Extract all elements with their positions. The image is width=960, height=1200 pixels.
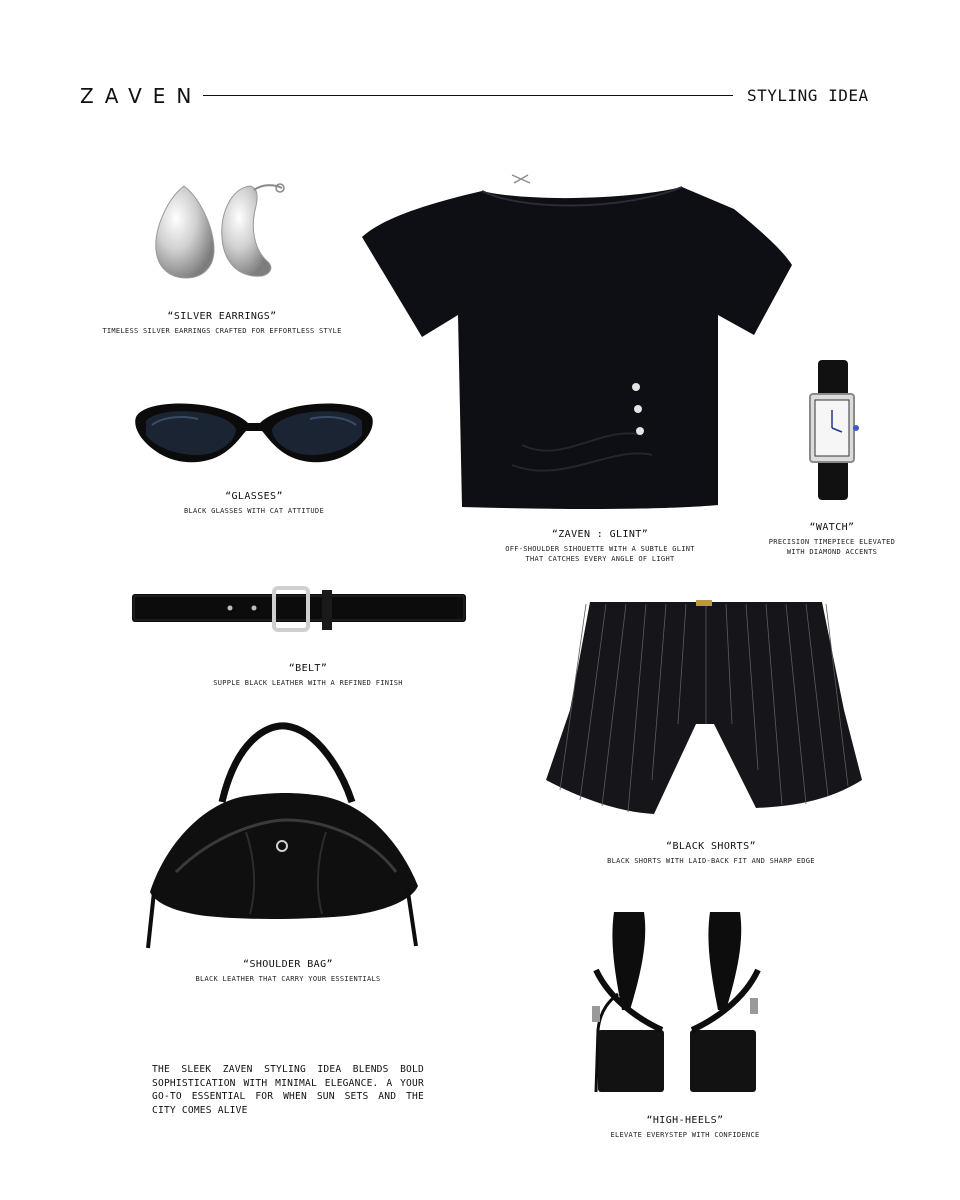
top-name: “ZAVEN : GLINT” xyxy=(551,529,649,540)
top-caption xyxy=(460,529,740,564)
watch-description-line2: WITH DIAMOND ACCENTS xyxy=(786,548,878,556)
glasses-image xyxy=(132,395,376,467)
belt-name: “BELT” xyxy=(288,663,328,674)
belt-image xyxy=(132,586,466,634)
black-shorts-image xyxy=(546,600,862,820)
glasses-caption xyxy=(124,491,384,516)
silver-earrings-image xyxy=(150,178,290,283)
shorts-name: “BLACK SHORTS” xyxy=(666,841,756,852)
glasses-description: BLACK GLASSES WITH CAT ATTITUDE xyxy=(184,507,324,515)
bag-caption xyxy=(152,959,424,984)
watch-image xyxy=(806,360,862,500)
glasses-name: “GLASSES” xyxy=(225,491,283,502)
brand-logo: ZAVEN xyxy=(80,84,203,108)
shoulder-bag-image xyxy=(146,722,422,952)
earrings-name: “SILVER EARRINGS” xyxy=(167,311,277,322)
earrings-description: TIMELESS SILVER EARRINGS CRAFTED FOR EFFORTLESS STYLE xyxy=(102,327,342,335)
earrings-caption xyxy=(80,311,364,336)
styling-description: THE SLEEK ZAVEN STYLING IDEA BLENDS BOLD SOPHISTICATION WITH MINIMAL ELEGANCE. A YOUR GO-TO ESSENTIAL FOR WHEN SUN SETS AND THE CITY COMES ALIVE xyxy=(152,1064,424,1116)
belt-description: SUPPLE BLACK LEATHER WITH A REFINED FINISH xyxy=(213,679,403,687)
heels-caption xyxy=(585,1115,785,1140)
shorts-description: BLACK SHORTS WITH LAID-BACK FIT AND SHARP EDGE xyxy=(607,857,815,865)
top-description-line2: THAT CATCHES EVERY ANGLE OF LIGHT xyxy=(525,555,675,563)
bag-name: “SHOULDER BAG” xyxy=(243,959,333,970)
watch-name: “WATCH” xyxy=(809,522,855,533)
belt-caption xyxy=(160,663,456,688)
black-top-image xyxy=(362,165,792,510)
header-rule xyxy=(203,95,733,96)
high-heels-image xyxy=(590,910,766,1096)
watch-description-line1: PRECISION TIMEPIECE ELEVATED xyxy=(768,538,896,546)
page-title: STYLING IDEA xyxy=(747,86,869,105)
bag-description: BLACK LEATHER THAT CARRY YOUR ESSIENTIALS xyxy=(195,975,381,983)
shorts-caption xyxy=(580,841,842,866)
watch-caption xyxy=(752,522,912,557)
top-description-line1: OFF-SHOULDER SIHOUETTE WITH A SUBTLE GLINT xyxy=(505,545,695,553)
heels-name: “HIGH-HEELS” xyxy=(646,1115,724,1126)
heels-description: ELEVATE EVERYSTEP WITH CONFIDENCE xyxy=(610,1131,760,1139)
